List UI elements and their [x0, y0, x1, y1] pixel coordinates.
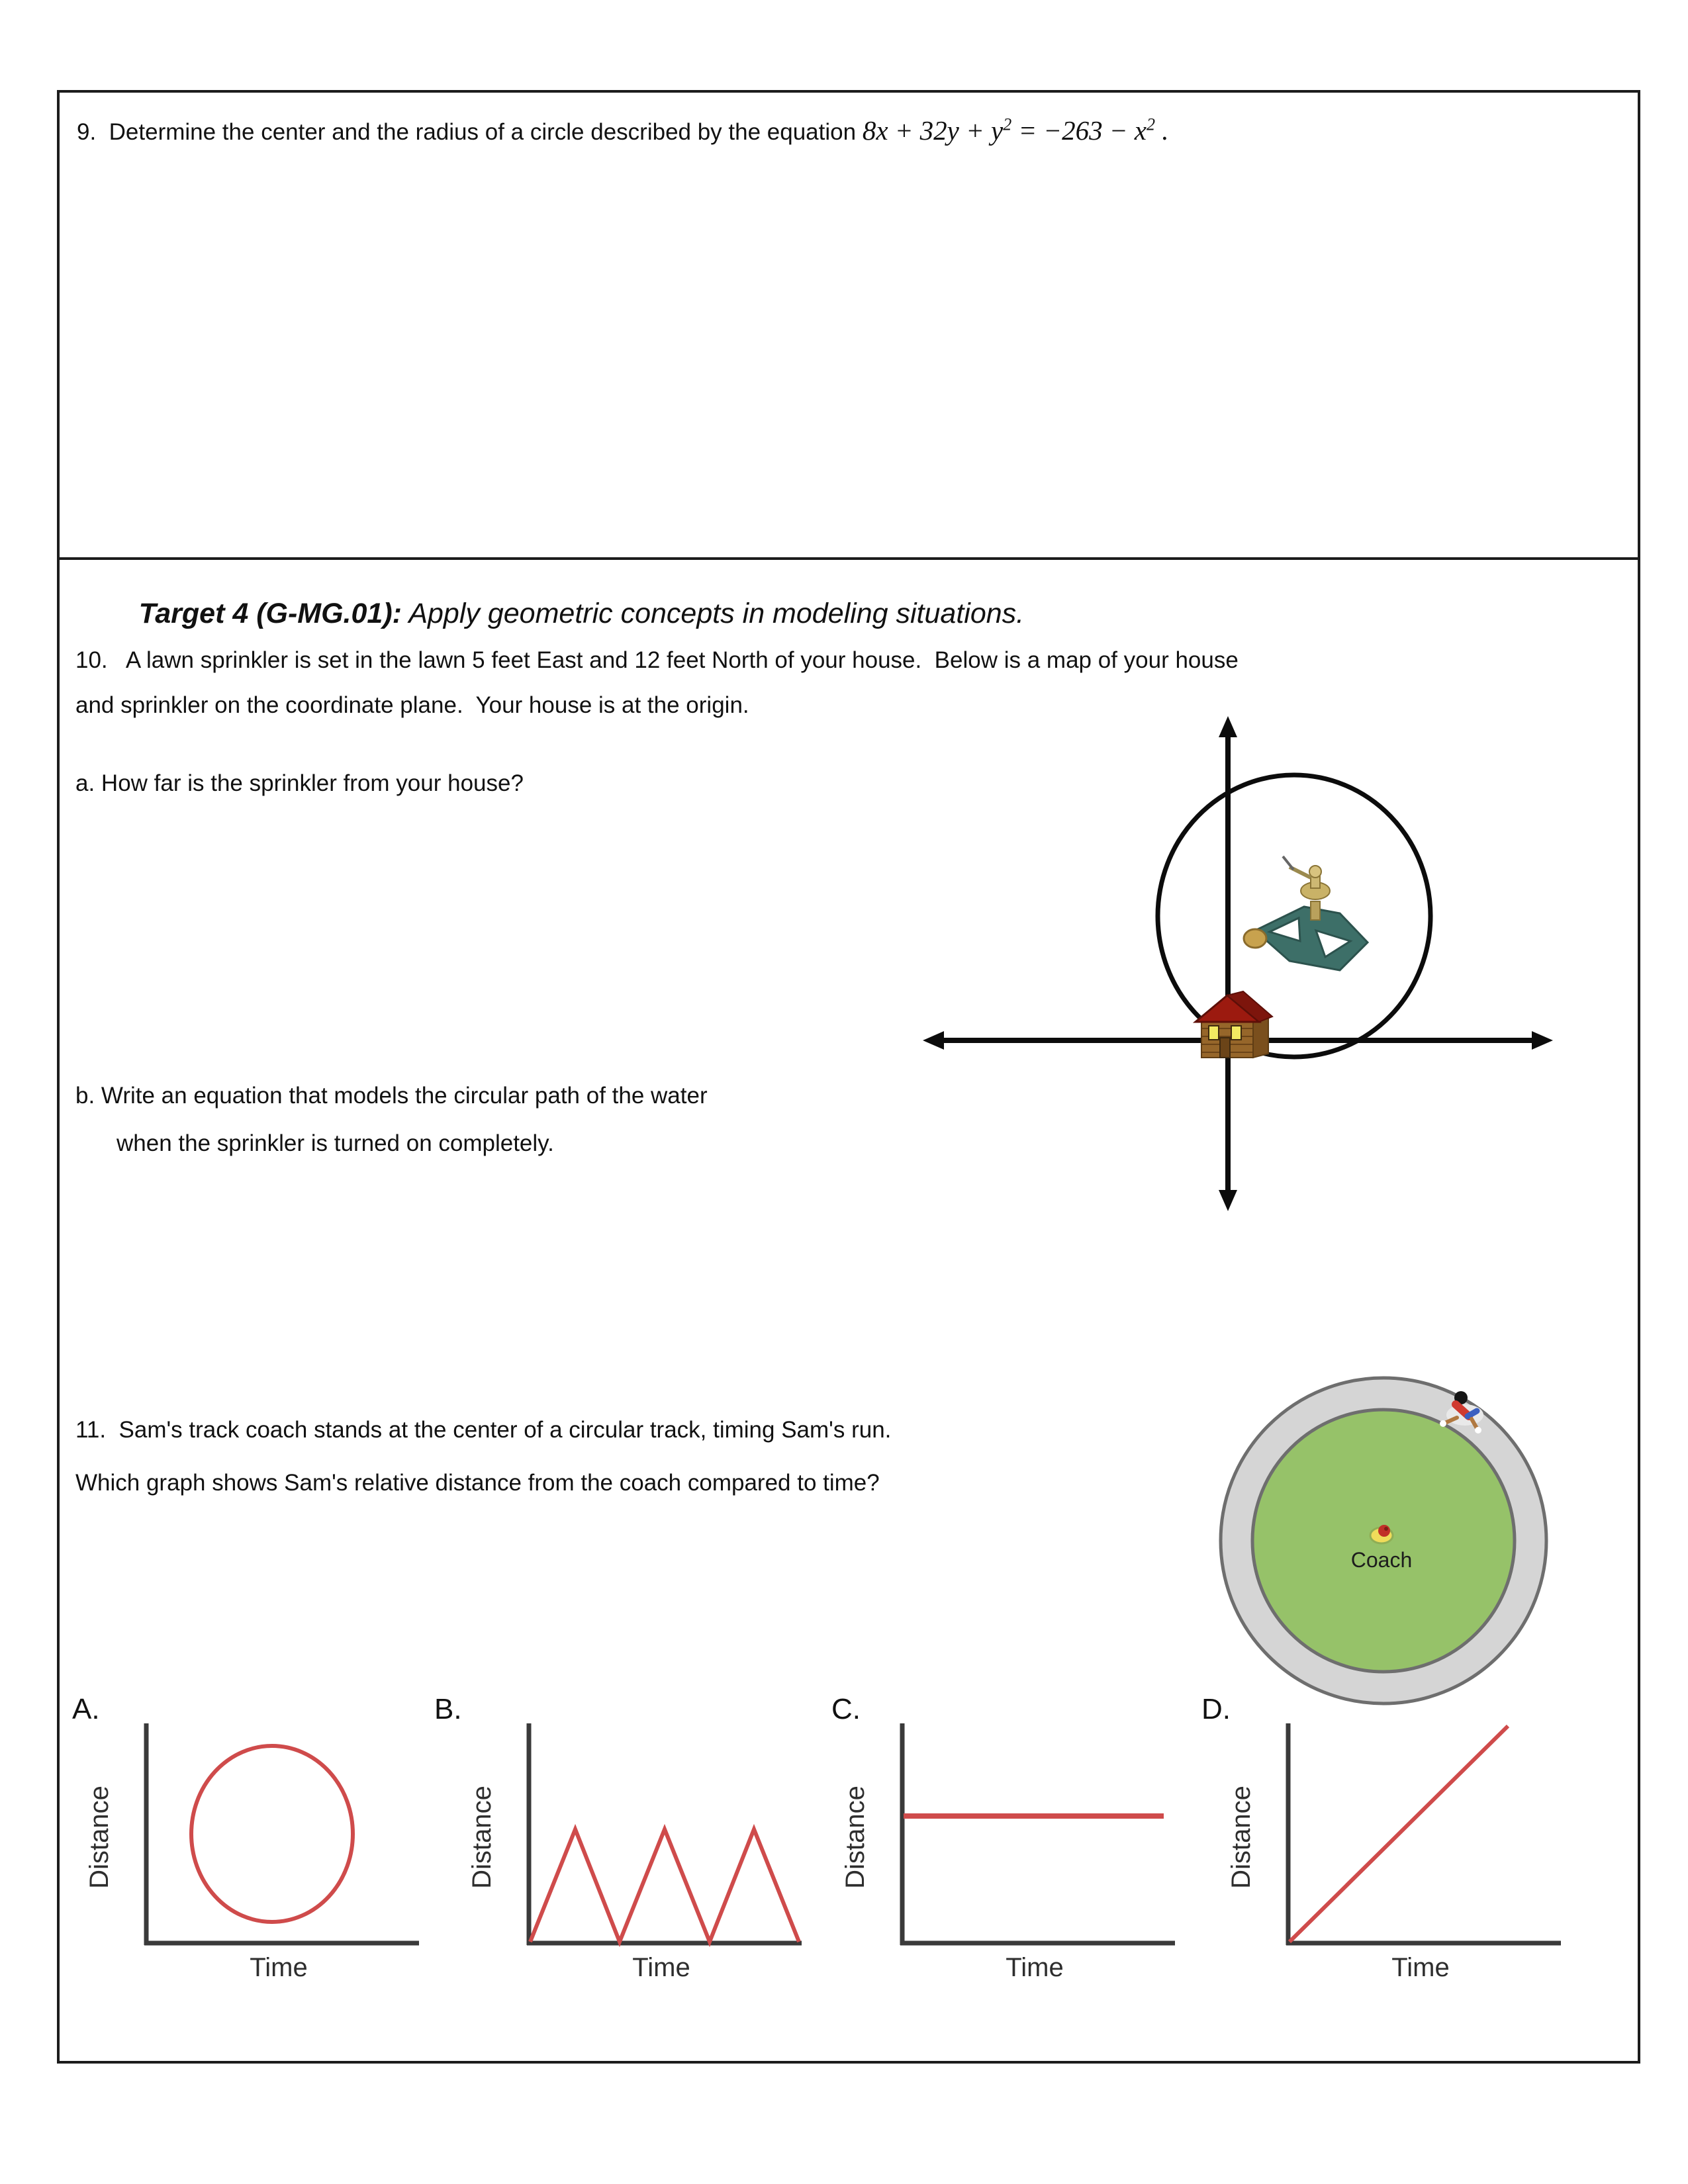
option-b-xlabel: Time — [632, 1953, 690, 1982]
track-figure — [1215, 1369, 1559, 1713]
coach-label: Coach — [1350, 1548, 1413, 1572]
coordinate-axes — [936, 731, 1540, 1202]
option-d-label: D. — [1201, 1693, 1231, 1725]
section-header-description: Apply geometric concepts in modeling situations. — [401, 598, 1025, 629]
option-c-xlabel: Time — [1006, 1953, 1064, 1982]
option-a-ylabel: Distance — [85, 1786, 114, 1889]
house-icon — [1196, 991, 1272, 1058]
question-10-line-2: and sprinkler on the coordinate plane. Your house is at the origin. — [75, 692, 749, 718]
option-c-label: C. — [831, 1693, 861, 1725]
sprinkler-icon — [1244, 856, 1368, 970]
question-9-cell — [60, 93, 1638, 560]
option-a-curve — [191, 1746, 353, 1922]
option-a-graph — [73, 1711, 424, 1996]
option-b-curve — [530, 1829, 799, 1942]
option-c-graph — [829, 1711, 1180, 1996]
question-10b-line-2: when the sprinkler is turned on completely. — [117, 1130, 554, 1156]
option-b-label: B. — [434, 1693, 462, 1725]
question-11-line-2: Which graph shows Sam's relative distance from the coach compared to time? — [75, 1470, 880, 1496]
option-c-ylabel: Distance — [841, 1786, 870, 1889]
option-d-graph — [1215, 1711, 1566, 1996]
option-d-curve — [1289, 1726, 1508, 1942]
question-10-line-1: 10. A lawn sprinkler is set in the lawn 5 feet East and 12 feet North of your house. Below is a map of your house — [75, 647, 1239, 673]
question-10a-text: a. How far is the sprinkler from your house? — [75, 770, 524, 796]
question-9-equation: $8x + 32y + y^2 = -263 - x^2$ . — [862, 114, 1169, 146]
question-11-line-1: 11. Sam's track coach stands at the center of a circular track, timing Sam's run. — [75, 1417, 892, 1443]
option-a-label: A. — [72, 1693, 100, 1725]
target-4-cell — [60, 560, 1638, 2061]
question-10b-line-1: b. Write an equation that models the circular path of the water — [75, 1083, 708, 1109]
option-d-ylabel: Distance — [1227, 1786, 1256, 1889]
sprinkler-map-figure — [919, 711, 1589, 1216]
section-header-label: Target 4 (G-MG.01): — [138, 598, 402, 629]
option-a-xlabel: Time — [250, 1953, 308, 1982]
option-b-graph — [456, 1711, 807, 1996]
worksheet-table — [57, 90, 1640, 2064]
option-b-ylabel: Distance — [467, 1786, 496, 1889]
question-9-text: 9. Determine the center and the radius of a circle described by the equation — [77, 119, 863, 145]
axis-arrowheads — [923, 716, 1553, 1211]
option-d-xlabel: Time — [1391, 1953, 1450, 1982]
